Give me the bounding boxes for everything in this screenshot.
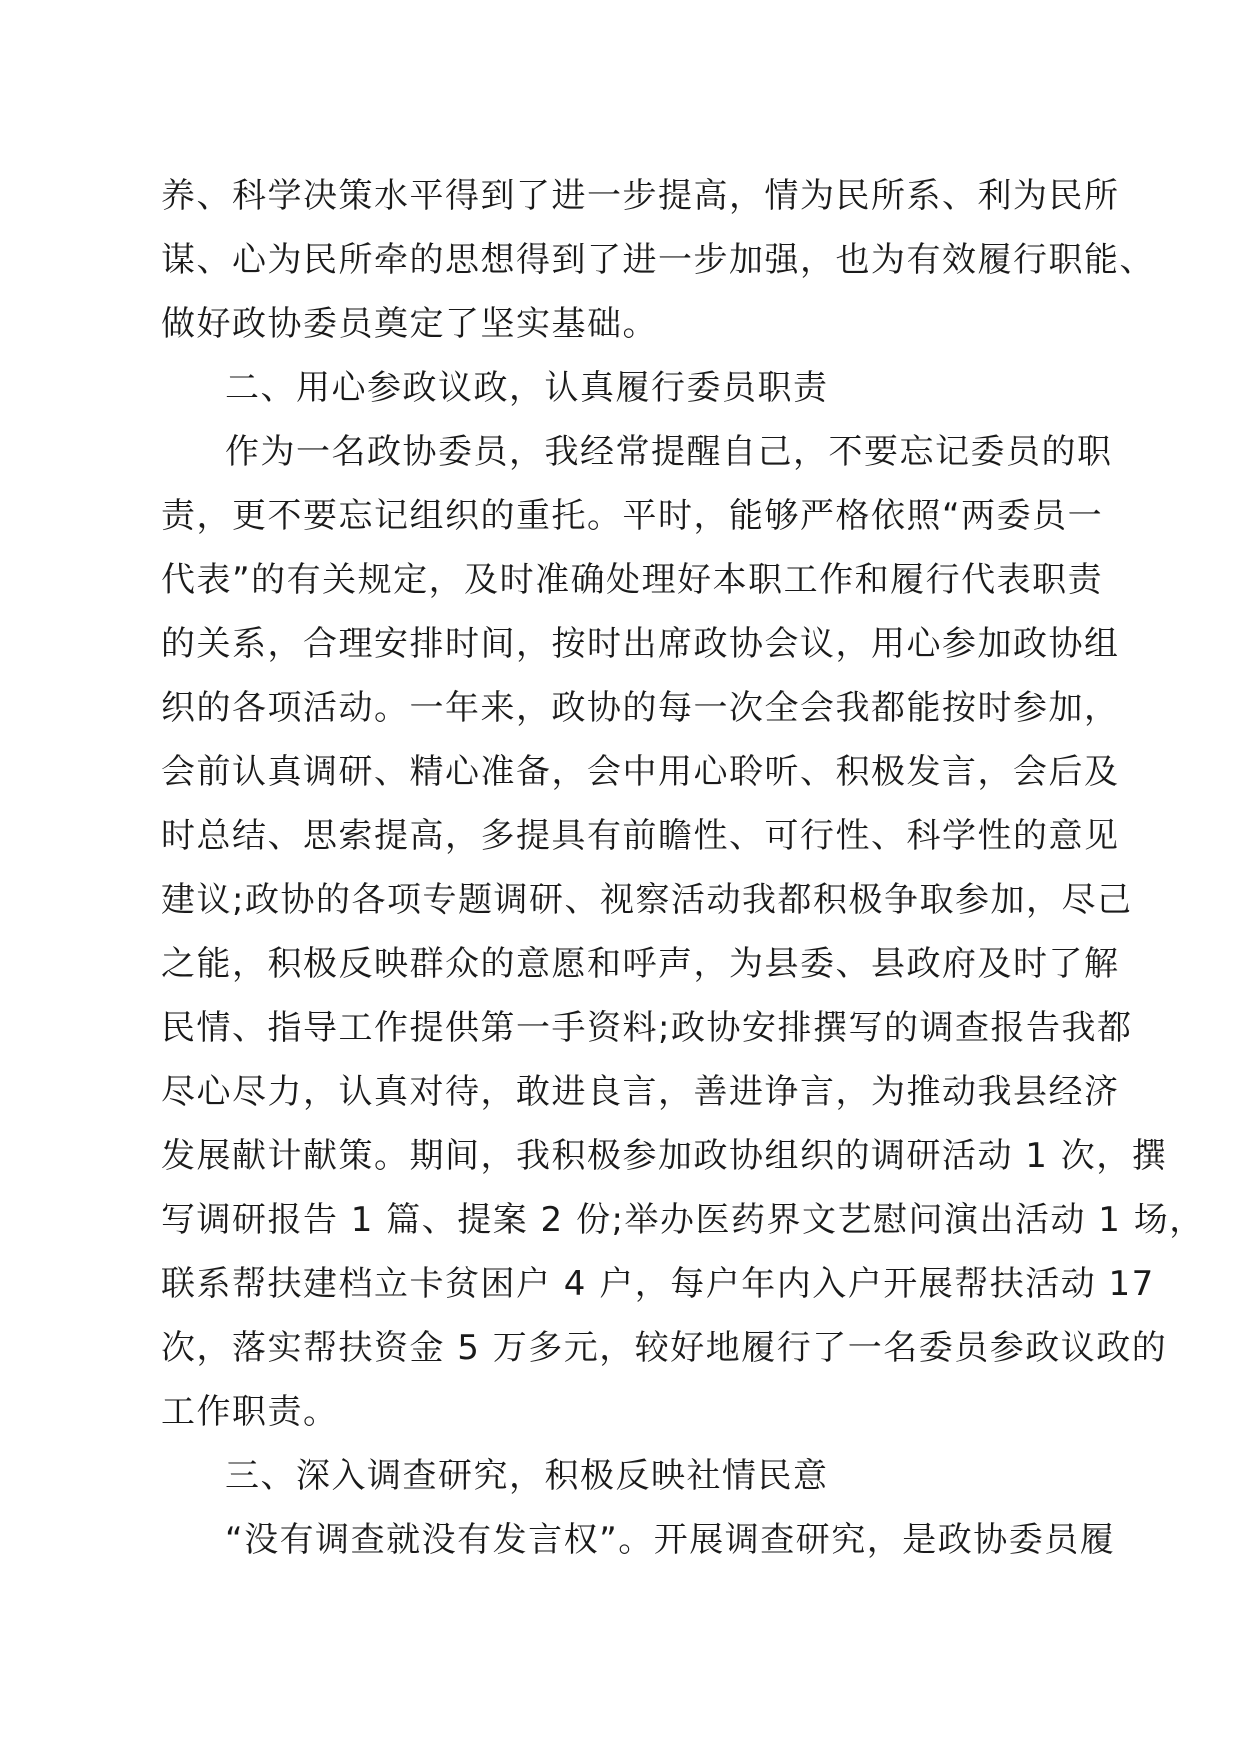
body-line: 谋、心为民所牵的思想得到了进一步加强，也为有效履行职能、 — [161, 240, 1155, 280]
body-line: 尽心尽力，认真对待，敢进良言，善进诤言，为推动我县经济 — [161, 1072, 1120, 1112]
body-line: 时总结、思索提高，多提具有前瞻性、可行性、科学性的意见 — [161, 816, 1120, 856]
body-line: 之能，积极反映群众的意愿和呼声，为县委、县政府及时了解 — [161, 944, 1120, 984]
section-heading-3: 三、深入调查研究，积极反映社情民意 — [225, 1456, 829, 1496]
body-line: 写调研报告 1 篇、提案 2 份;举办医药界文艺慰问演出活动 1 场， — [161, 1200, 1205, 1240]
body-line: 联系帮扶建档立卡贫困户 4 户，每户年内入户开展帮扶活动 17 — [161, 1264, 1155, 1304]
paragraph-first-line: 作为一名政协委员，我经常提醒自己，不要忘记委员的职 — [225, 432, 1113, 472]
body-line: 责，更不要忘记组织的重托。平时，能够严格依照“两委员一 — [161, 496, 1104, 536]
body-line: 发展献计献策。期间，我积极参加政协组织的调研活动 1 次，撰 — [161, 1136, 1168, 1176]
body-line: 会前认真调研、精心准备，会中用心聆听、积极发言，会后及 — [161, 752, 1120, 792]
body-line: 养、科学决策水平得到了进一步提高，情为民所系、利为民所 — [161, 176, 1120, 216]
body-line: 建议;政协的各项专题调研、视察活动我都积极争取参加，尽己 — [161, 880, 1133, 920]
body-line: 次，落实帮扶资金 5 万多元，较好地履行了一名委员参政议政的 — [161, 1328, 1168, 1368]
body-line: 做好政协委员奠定了坚实基础。 — [161, 304, 658, 344]
body-line: 织的各项活动。一年来，政协的每一次全会我都能按时参加， — [161, 688, 1120, 728]
body-line: 民情、指导工作提供第一手资料;政协安排撰写的调查报告我都 — [161, 1008, 1133, 1048]
body-line: 工作职责。 — [161, 1392, 339, 1432]
body-line: 的关系，合理安排时间，按时出席政协会议，用心参加政协组 — [161, 624, 1120, 664]
body-line: 代表”的有关规定，及时准确处理好本职工作和履行代表职责 — [161, 560, 1104, 600]
section-heading-2: 二、用心参政议政，认真履行委员职责 — [225, 368, 829, 408]
paragraph-first-line: “没有调查就没有发言权”。开展调查研究，是政协委员履 — [225, 1520, 1116, 1560]
